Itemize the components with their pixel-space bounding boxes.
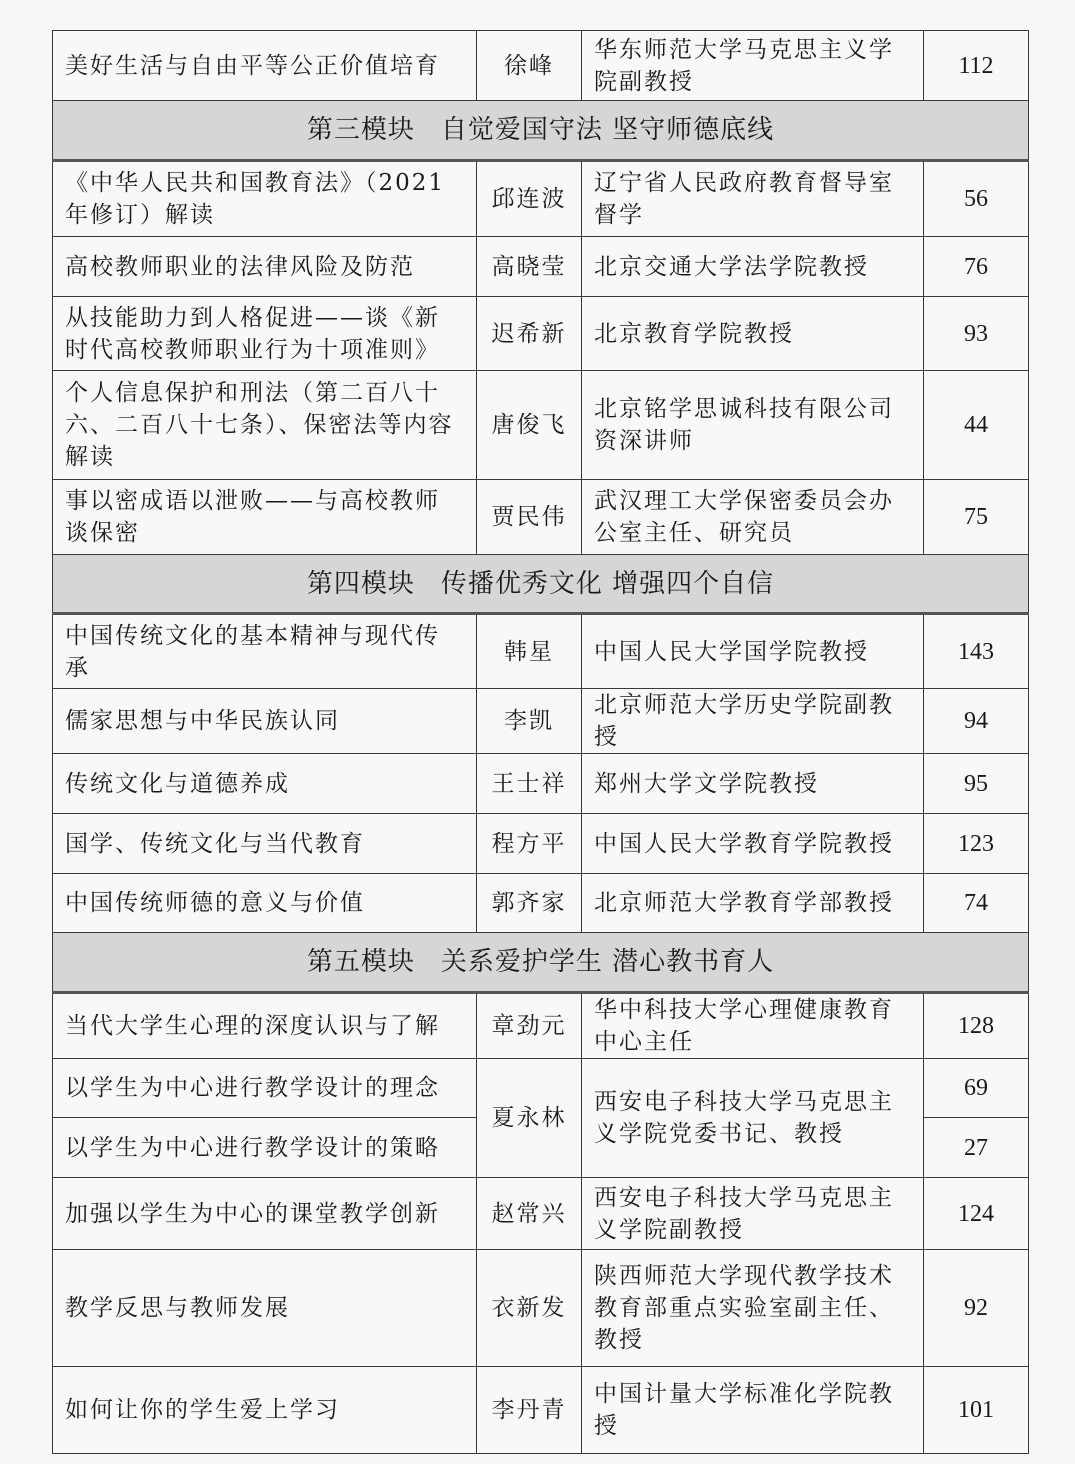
lecturer-affiliation: 中国人民大学教育学院教授	[582, 814, 924, 874]
course-value: 128	[924, 993, 1029, 1059]
course-title: 以学生为中心进行教学设计的理念	[53, 1059, 477, 1118]
table-row	[53, 161, 1029, 237]
course-title: 从技能助力到人格促进——谈《新时代高校教师职业行为十项准则》	[53, 297, 477, 371]
table-row	[53, 814, 1029, 874]
lecturer-name: 唐俊飞	[477, 371, 582, 480]
course-value: 75	[924, 480, 1029, 555]
course-title: 当代大学生心理的深度认识与了解	[53, 993, 477, 1059]
lecturer-affiliation: 郑州大学文学院教授	[582, 754, 924, 814]
table-row	[53, 371, 1029, 480]
course-title: 以学生为中心进行教学设计的策略	[53, 1118, 477, 1178]
table-body	[53, 31, 1029, 1454]
course-value: 76	[924, 237, 1029, 297]
course-title: 中国传统师德的意义与价值	[53, 874, 477, 933]
lecturer-name: 徐峰	[477, 31, 582, 101]
table-row	[53, 614, 1029, 689]
lecturer-affiliation: 华东师范大学马克思主义学院副教授	[582, 31, 924, 101]
table-row	[53, 297, 1029, 371]
course-value: 112	[924, 31, 1029, 101]
course-title: 个人信息保护和刑法（第二百八十六、二百八十七条）、保密法等内容解读	[53, 371, 477, 480]
lecturer-name: 高晓莹	[477, 237, 582, 297]
course-value: 94	[924, 689, 1029, 754]
course-title: 教学反思与教师发展	[53, 1250, 477, 1367]
lecturer-name: 衣新发	[477, 1250, 582, 1367]
table-row	[53, 1059, 1029, 1118]
module-theme: 自觉爱国守法 坚守师德底线	[440, 115, 775, 145]
course-value: 27	[924, 1118, 1029, 1178]
course-title: 传统文化与道德养成	[53, 754, 477, 814]
lecturer-affiliation: 北京交通大学法学院教授	[582, 237, 924, 297]
lecturer-affiliation: 北京师范大学教育学部教授	[582, 874, 924, 933]
table-row	[53, 1367, 1029, 1454]
lecturer-name: 李凯	[477, 689, 582, 754]
lecturer-name: 邱连波	[477, 161, 582, 237]
lecturer-affiliation: 辽宁省人民政府教育督导室督学	[582, 161, 924, 237]
lecturer-name: 王士祥	[477, 754, 582, 814]
module-theme: 关系爱护学生 潜心教书育人	[440, 947, 775, 977]
module-title	[53, 101, 1029, 161]
module-number: 第四模块	[306, 568, 415, 599]
module-theme: 传播优秀文化 增强四个自信	[440, 568, 775, 599]
lecturer-name: 程方平	[477, 814, 582, 874]
module-header-row	[53, 555, 1029, 614]
table-row	[53, 480, 1029, 555]
course-value: 101	[924, 1367, 1029, 1454]
course-title: 中国传统文化的基本精神与现代传承	[53, 614, 477, 689]
lecturer-affiliation: 中国计量大学标准化学院教授	[582, 1367, 924, 1454]
course-value: 124	[924, 1178, 1029, 1250]
course-title: 美好生活与自由平等公正价值培育	[53, 31, 477, 101]
course-title: 如何让你的学生爱上学习	[53, 1367, 477, 1454]
module-title	[53, 933, 1029, 993]
lecturer-affiliation: 西安电子科技大学马克思主义学院副教授	[582, 1178, 924, 1250]
lecturer-name: 郭齐家	[477, 874, 582, 933]
table-row	[53, 31, 1029, 101]
lecturer-affiliation: 武汉理工大学保密委员会办公室主任、研究员	[582, 480, 924, 555]
course-title: 《中华人民共和国教育法》（2021 年修订）解读	[53, 161, 477, 237]
table-row	[53, 1178, 1029, 1250]
table-row	[53, 754, 1029, 814]
lecturer-name: 贾民伟	[477, 480, 582, 555]
lecturer-affiliation: 西安电子科技大学马克思主义学院党委书记、教授	[582, 1059, 924, 1178]
course-title: 儒家思想与中华民族认同	[53, 689, 477, 754]
lecturer-affiliation: 中国人民大学国学院教授	[582, 614, 924, 689]
lecturer-name: 韩星	[477, 614, 582, 689]
course-value: 44	[924, 371, 1029, 480]
lecturer-affiliation: 北京师范大学历史学院副教授	[582, 689, 924, 754]
lecturer-affiliation: 北京铭学思诚科技有限公司资深讲师	[582, 371, 924, 480]
course-value: 93	[924, 297, 1029, 371]
course-value: 56	[924, 161, 1029, 237]
lecturer-name: 李丹青	[477, 1367, 582, 1454]
course-title: 高校教师职业的法律风险及防范	[53, 237, 477, 297]
course-value: 123	[924, 814, 1029, 874]
table-row	[53, 874, 1029, 933]
table-row	[53, 689, 1029, 754]
course-value: 95	[924, 754, 1029, 814]
module-title	[53, 555, 1029, 614]
module-number: 第三模块	[306, 115, 415, 145]
module-number: 第五模块	[306, 947, 415, 977]
course-value: 143	[924, 614, 1029, 689]
lecturer-affiliation: 华中科技大学心理健康教育中心主任	[582, 993, 924, 1059]
table-row	[53, 1250, 1029, 1367]
course-table	[52, 30, 1029, 1454]
course-value: 69	[924, 1059, 1029, 1118]
course-value: 92	[924, 1250, 1029, 1367]
table-row	[53, 237, 1029, 297]
course-title: 国学、传统文化与当代教育	[53, 814, 477, 874]
course-title: 加强以学生为中心的课堂教学创新	[53, 1178, 477, 1250]
table-row	[53, 993, 1029, 1059]
module-header-row	[53, 101, 1029, 161]
lecturer-affiliation: 陕西师范大学现代教学技术教育部重点实验室副主任、教授	[582, 1250, 924, 1367]
lecturer-name: 夏永林	[477, 1059, 582, 1178]
course-title: 事以密成语以泄败——与高校教师谈保密	[53, 480, 477, 555]
lecturer-name: 赵常兴	[477, 1178, 582, 1250]
course-value: 74	[924, 874, 1029, 933]
lecturer-affiliation: 北京教育学院教授	[582, 297, 924, 371]
lecturer-name: 章劲元	[477, 993, 582, 1059]
lecturer-name: 迟希新	[477, 297, 582, 371]
module-header-row	[53, 933, 1029, 993]
